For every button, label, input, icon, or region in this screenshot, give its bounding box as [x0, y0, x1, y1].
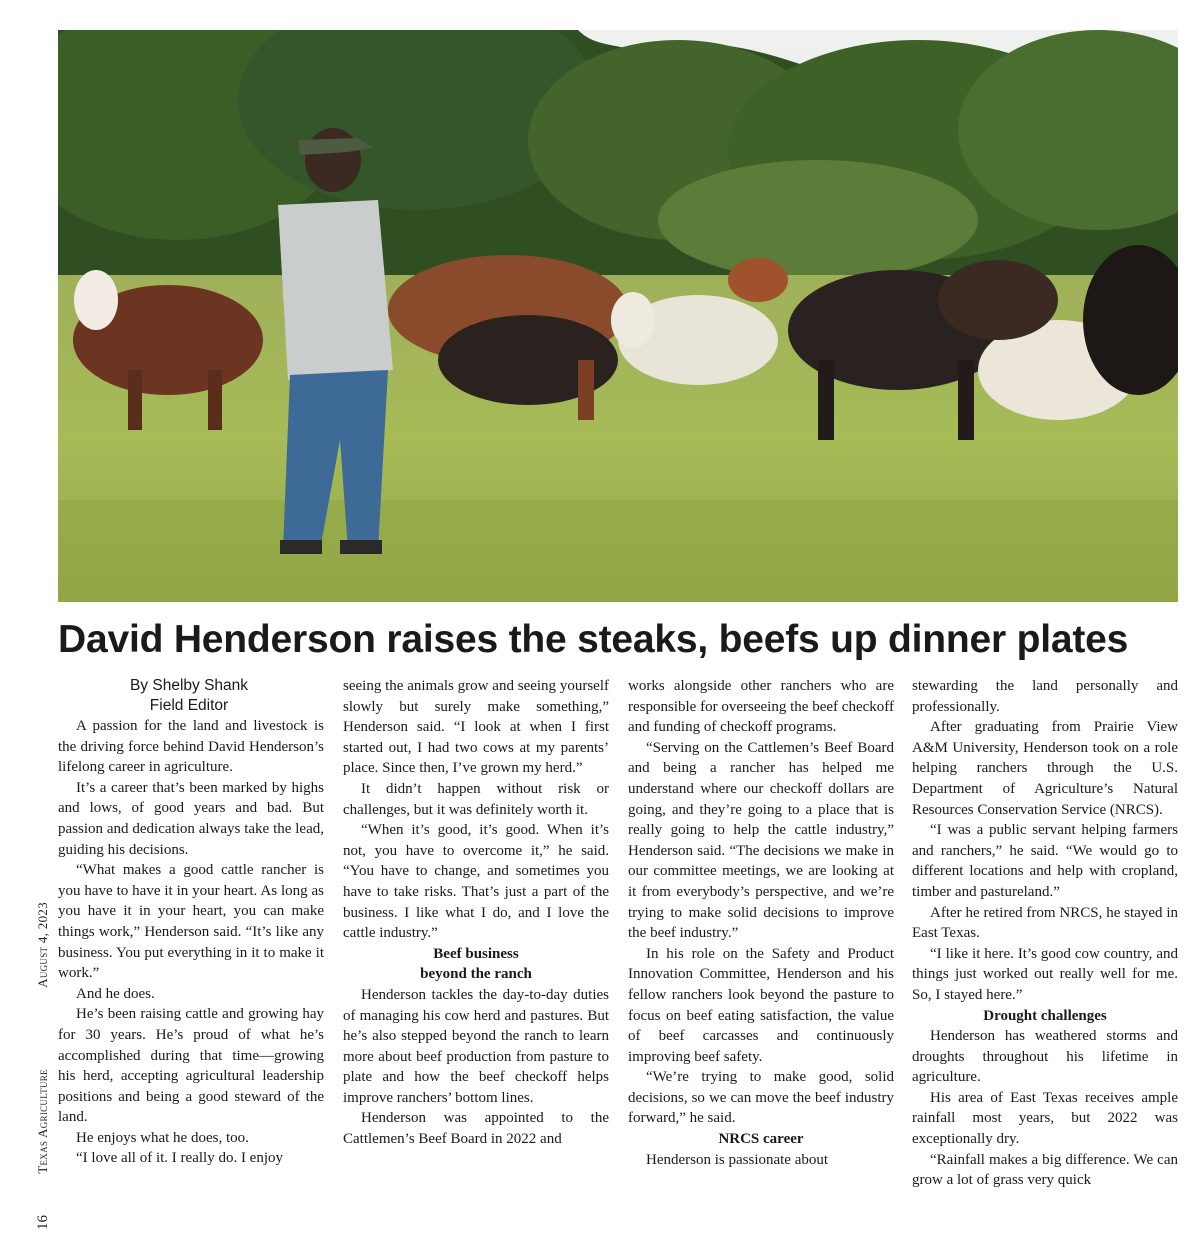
subhead: NRCS career: [718, 1131, 804, 1148]
publication-name: Texas Agriculture: [35, 1069, 50, 1174]
paragraph: works alongside other ranchers who are responsible for overseeing the beef checkoff and funding of checkoff programs.: [628, 678, 894, 736]
paragraph: Henderson is passionate about: [646, 1151, 829, 1168]
page-number: 16: [35, 1215, 51, 1230]
paragraph: He enjoys what he does, too.: [76, 1129, 249, 1146]
paragraph: And he does.: [76, 985, 155, 1002]
paragraph: stewarding the land personally and professionally.: [912, 678, 1178, 715]
paragraph: “I love all of it. I really do. I enjoy: [76, 1150, 284, 1167]
paragraph: “I like it here. It’s good cow country, and things just worked out really well for me. So, I stayed here.”: [912, 945, 1178, 1003]
paragraph: After he retired from NRCS, he stayed in East Texas.: [912, 904, 1178, 942]
paragraph: It’s a career that’s been marked by highs and lows, of good years and bad. But passion and dedication always take the lead, guiding his decisions.: [58, 779, 324, 858]
paragraph: After graduating from Prairie View A&M University, Henderson took on a role helping ranchers through the U.S. Department of Agriculture’s Natural Resources Conservation Service (NRCS).: [912, 719, 1178, 818]
paragraph: Henderson was appointed to the Cattlemen’s Beef Board in 2022 and: [343, 1110, 609, 1148]
paragraph: It didn’t happen without risk or challenges, but it was definitely worth it.: [343, 780, 609, 818]
paragraph: “Serving on the Cattlemen’s Beef Board and being a rancher has helped me understand where our checkoff dollars are going, and they’re going to a place that is really going to help the cattle industry,” Henderson said. “The decisions we make in our committee meetings, we are looking at it from everybody’s perspective, and we’re trying to make solid decisions to improve the beef industry.”: [628, 739, 894, 942]
issue-date: August 4, 2023: [35, 902, 50, 988]
cattle-pasture-photo: [58, 30, 1178, 602]
paragraph: “I was a public servant helping farmers and ranchers,” he said. “We would go to different locations and help with cropland, timber and pastureland.”: [912, 822, 1178, 900]
subhead: beyond the ranch: [420, 966, 532, 983]
paragraph: He’s been raising cattle and growing hay for 30 years. He’s proud of what he’s accomplished during that time—growing his herd, accepting agricultural leadership positions and being a good steward of the land.: [58, 1006, 324, 1126]
paragraph: Henderson has weathered storms and droughts throughout his lifetime in agriculture.: [912, 1028, 1178, 1086]
headline: David Henderson raises the steaks, beefs up dinner plates: [58, 618, 1129, 661]
paragraph: In his role on the Safety and Product Innovation Committee, Henderson and his fellow ranchers look beyond the pasture to focus on beef eating satisfaction, the value of beef carcasses and continuously improving beef safety.: [628, 945, 894, 1065]
byline-author: By Shelby Shank: [129, 677, 249, 694]
page-folio: [35, 902, 52, 1230]
subhead: Beef business: [433, 945, 519, 962]
column-1: [58, 676, 324, 1169]
column-2: [343, 676, 609, 1150]
paragraph: Henderson tackles the day-to-day duties of managing his cow herd and pastures. But he’s also stepped beyond the ranch to learn more about beef production from pasture to plate and how the beef checkoff helps improve ranchers’ bottom lines.: [343, 986, 609, 1106]
column-3: [628, 676, 894, 1170]
paragraph: “When it’s good, it’s good. When it’s not, you have to overcome it,” he said. “You have to change, and sometimes you have to take risks. That’s just a part of the business. I like what I do, and I love the cattle industry.”: [343, 822, 609, 942]
subhead: Drought challenges: [983, 1007, 1107, 1024]
paragraph: seeing the animals grow and seeing yourself slowly but surely make something,” Henderson said. “I look at when I first started out, I had two cows at my parents’ place. Since then, I’ve grown my herd.”: [343, 678, 609, 777]
paragraph: “Rainfall makes a big difference. We can grow a lot of grass very quick: [912, 1151, 1178, 1189]
paragraph: “What makes a good cattle rancher is you have to have it in your heart. As long as you have it in your heart, you can make things work,” Henderson said. “It’s like any business. You put everything in it to make it work.”: [58, 862, 324, 982]
paragraph: His area of East Texas receives ample rainfall most years, but 2022 was exceptionally dry.: [912, 1089, 1178, 1148]
paragraph: “We’re trying to make good, solid decisions, so we can move the beef industry forward,” he said.: [628, 1069, 894, 1127]
column-4: [912, 676, 1178, 1191]
byline-title: Field Editor: [149, 697, 229, 714]
paragraph: A passion for the land and livestock is the driving force behind David Henderson’s lifelong career in agriculture.: [58, 718, 324, 776]
